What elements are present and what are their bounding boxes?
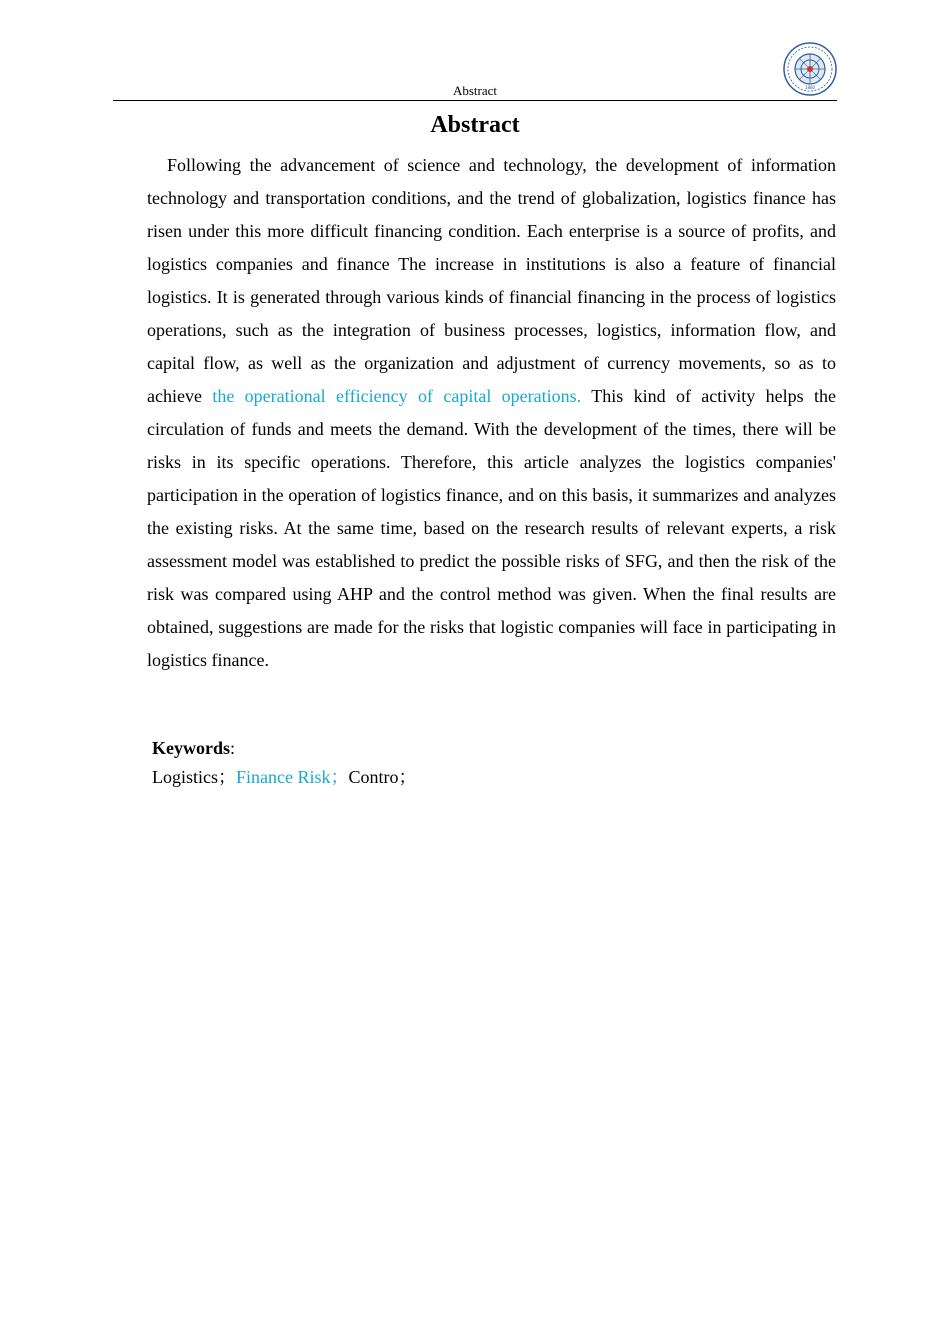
keyword-separator: ；: [330, 767, 349, 787]
keyword-separator: ；: [398, 767, 417, 787]
keywords-heading: [152, 734, 752, 763]
abstract-text-part-2: This kind of activity helps the circulation of funds and meets the demand. With the development of the times, there will be risks in its specific operations. Therefore, this article analyzes the logistics companies' participation in the operation of logistics finance, and on this basis, it summarizes and analyzes the existing risks. At the same time, based on the research results of relevant experts, a risk assessment model was established to predict the possible risks of SFG, and then the risk of the risk was compared using AHP and the control method was given. When the final results are obtained, suggestions are made for the risks that logistic companies will face in participating in logistics finance.: [147, 386, 836, 670]
keyword-logistics: Logistics: [152, 767, 218, 787]
page-header: [113, 40, 837, 101]
keyword-separator: ；: [218, 767, 236, 787]
abstract-paragraph: [147, 149, 836, 677]
keyword-contro: Contro: [348, 767, 399, 787]
abstract-highlighted-link[interactable]: the operational efficiency of capital operations.: [212, 386, 582, 406]
keywords-list: [152, 763, 752, 792]
seal-year: 1880: [804, 85, 816, 90]
abstract-text-part-1: Following the advancement of science and technology, the development of information technology and transportation conditions, and the trend of globalization, logistics finance has risen under this more difficult financing condition. Each enterprise is a source of profits, and logistics companies and finance The increase in institutions is also a feature of financial logistics. It is generated through various kinds of financial financing in the process of logistics operations, such as the integration of business processes, logistics, information flow, and capital flow, as well as the organization and adjustment of currency movements, so as to achieve: [147, 155, 836, 406]
university-seal-icon: [783, 42, 837, 96]
keywords-colon: :: [230, 738, 236, 758]
keyword-finance-risk[interactable]: Finance Risk: [236, 767, 331, 787]
running-title: Abstract: [452, 83, 498, 98]
page-title: Abstract: [430, 112, 520, 138]
keywords-section: [152, 734, 752, 792]
keywords-label: Keywords: [152, 738, 230, 758]
